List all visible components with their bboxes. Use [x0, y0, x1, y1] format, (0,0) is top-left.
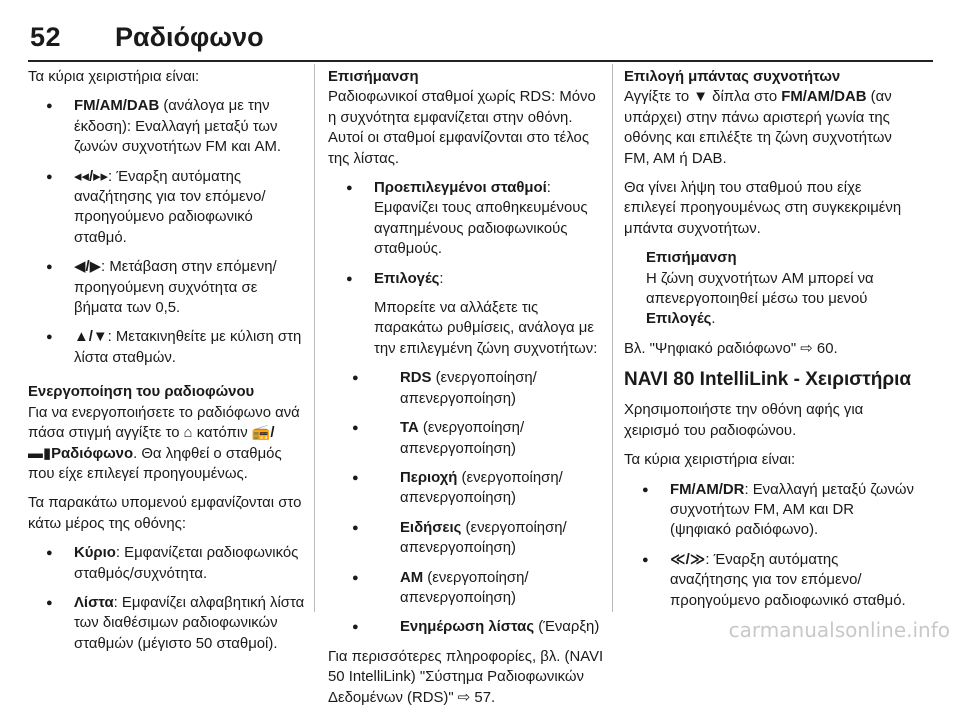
- paragraph: Χρησιμοποιήστε την οθόνη αφής για χειρισμό του ραδιοφώνου.: [624, 402, 864, 439]
- list-item: ● Προεπιλεγμένοι σταθμοί: Εμφανίζει τους αποθηκευμένους αγαπημένους ραδιοφωνικούς σταθμούς.: [328, 178, 604, 260]
- step-arrows-icon: ◀/▶: [74, 259, 102, 276]
- column-divider-2: [612, 64, 613, 612]
- list-item: ● Επιλογές:: [328, 269, 604, 289]
- page-title: Ραδιόφωνο: [115, 22, 264, 52]
- list-item: ● Ειδήσεις (ενεργοποίηση/απενεργοποίηση): [328, 518, 604, 559]
- section-heading: NAVI 80 IntelliLink - Χειριστήρια: [624, 369, 912, 391]
- list-item: ● FM/AM/DAB (ανάλογα με την έκδοση): Εναλλαγή μεταξύ των ζωνών συχνοτήτων FM και AM.: [28, 96, 306, 157]
- list-item: ● ◀/▶: Μετάβαση στην επόμενη/προηγούμενη συχνότητα σε βήματα των 0,5.: [28, 257, 306, 318]
- paragraph: Μπορείτε να αλλάξετε τις παρακάτω ρυθμίσεις, ανάλογα με την επιλεγμένη ζώνη συχνοτήτων:: [374, 300, 598, 357]
- note: [328, 67, 604, 169]
- header-rule: [28, 60, 933, 62]
- seek-icon: ◂◂/▸▸: [74, 168, 109, 185]
- watermark: carmanualsonline.info: [728, 618, 950, 642]
- column-3: [624, 67, 914, 620]
- seek-icon: ≪/≫: [670, 551, 706, 568]
- paragraph: Θα γίνει λήψη του σταθμού που είχε επιλεγεί προηγουμένως στη συγκεκριμένη μπάντα συχνοτήτων.: [624, 180, 902, 237]
- list-item: ● Λίστα: Εμφανίζει αλφαβητική λίστα των διαθέσιμων ραδιοφωνικών σταθμών (μέγιστο 50 σταθμοί).: [28, 593, 306, 654]
- list-item: ● ≪/≫: Έναρξη αυτόματης αναζήτησης για τον επόμενο/προηγούμενο ραδιοφωνικό σταθμό.: [624, 550, 914, 611]
- list-item: ● TA (ενεργοποίηση/απενεργοποίηση): [328, 418, 604, 459]
- note-heading: Επισήμανση: [646, 250, 737, 267]
- home-icon: ⌂: [183, 425, 193, 442]
- paragraph: Για να ενεργοποιήσετε το ραδιόφωνο ανά πάσα στιγμή αγγίξτε το ⌂ κατόπιν 📻/▬▮Ραδιόφωνο. Θα ληφθεί ο σταθμός που είχε επιλεγεί προηγουμένως.: [28, 404, 300, 482]
- list-item: ● FM/AM/DR: Εναλλαγή μεταξύ ζωνών συχνοτήτων FM, AM και DR (ψηφιακό ραδιόφωνο).: [624, 480, 914, 541]
- list-item: ● AM (ενεργοποίηση/απενεργοποίηση): [328, 568, 604, 609]
- section-heading: Ενεργοποίηση του ραδιοφώνου: [28, 384, 255, 401]
- list-item: ● Κύριο: Εμφανίζεται ραδιοφωνικός σταθμός/συχνότητα.: [28, 543, 306, 584]
- list-item: ● Ενημέρωση λίστας (Έναρξη): [328, 617, 604, 637]
- list-item: ● ◂◂/▸▸: Έναρξη αυτόματης αναζήτησης για τον επόμενο/προηγούμενο ραδιοφωνικό σταθμό.: [28, 167, 306, 249]
- scroll-arrows-icon: ▲/▼: [74, 329, 108, 346]
- page-number: 52: [30, 22, 62, 52]
- list-item: ● RDS (ενεργοποίηση/απενεργοποίηση): [328, 368, 604, 409]
- paragraph: Για περισσότερες πληροφορίες, βλ. (NAVI 50 IntelliLink) "Σύστημα Ραδιοφωνικών Δεδομένων (RDS)" ⇨ 57.: [328, 648, 604, 706]
- paragraph: Τα κύρια χειριστήρια είναι:: [624, 452, 796, 469]
- column-2: [328, 67, 604, 717]
- list-item: ● Περιοχή (ενεργοποίηση/απενεργοποίηση): [328, 468, 604, 509]
- paragraph: Τα παρακάτω υπομενού εμφανίζονται στο κάτω μέρος της οθόνης:: [28, 495, 302, 532]
- note-text: Ραδιοφωνικοί σταθμοί χωρίς RDS: Μόνο η συχνότητα εμφανίζεται στην οθόνη. Αυτοί οι σταθμοί εμφανίζονται στο τέλος της λίστας.: [328, 89, 596, 167]
- paragraph: Βλ. "Ψηφιακό ραδιόφωνο" ⇨ 60.: [624, 340, 838, 357]
- list-item: ● ▲/▼: Μετακινηθείτε με κύλιση στη λίστα σταθμών.: [28, 327, 306, 368]
- paragraph: Αγγίξτε το ▼ δίπλα στο FM/AM/DAB (αν υπάρχει) στην πάνω αριστερή γωνία της οθόνης και επιλέξτε τη ζώνη συχνοτήτων FM, AM ή DAB.: [624, 89, 892, 167]
- note-heading: Επισήμανση: [328, 69, 419, 85]
- note: Επισήμανση Η ζώνη συχνοτήτων AM μπορεί να απενεργοποιηθεί μέσω του μενού Επιλογές.: [624, 248, 914, 330]
- section-heading: Επιλογή μπάντας συχνοτήτων: [624, 69, 841, 85]
- intro-text: Τα κύρια χειριστήρια είναι:: [28, 69, 200, 85]
- page-header: [0, 0, 960, 62]
- column-1: [28, 67, 306, 663]
- radio-icon: 📻/▬▮: [28, 425, 275, 462]
- column-divider-1: [314, 64, 315, 612]
